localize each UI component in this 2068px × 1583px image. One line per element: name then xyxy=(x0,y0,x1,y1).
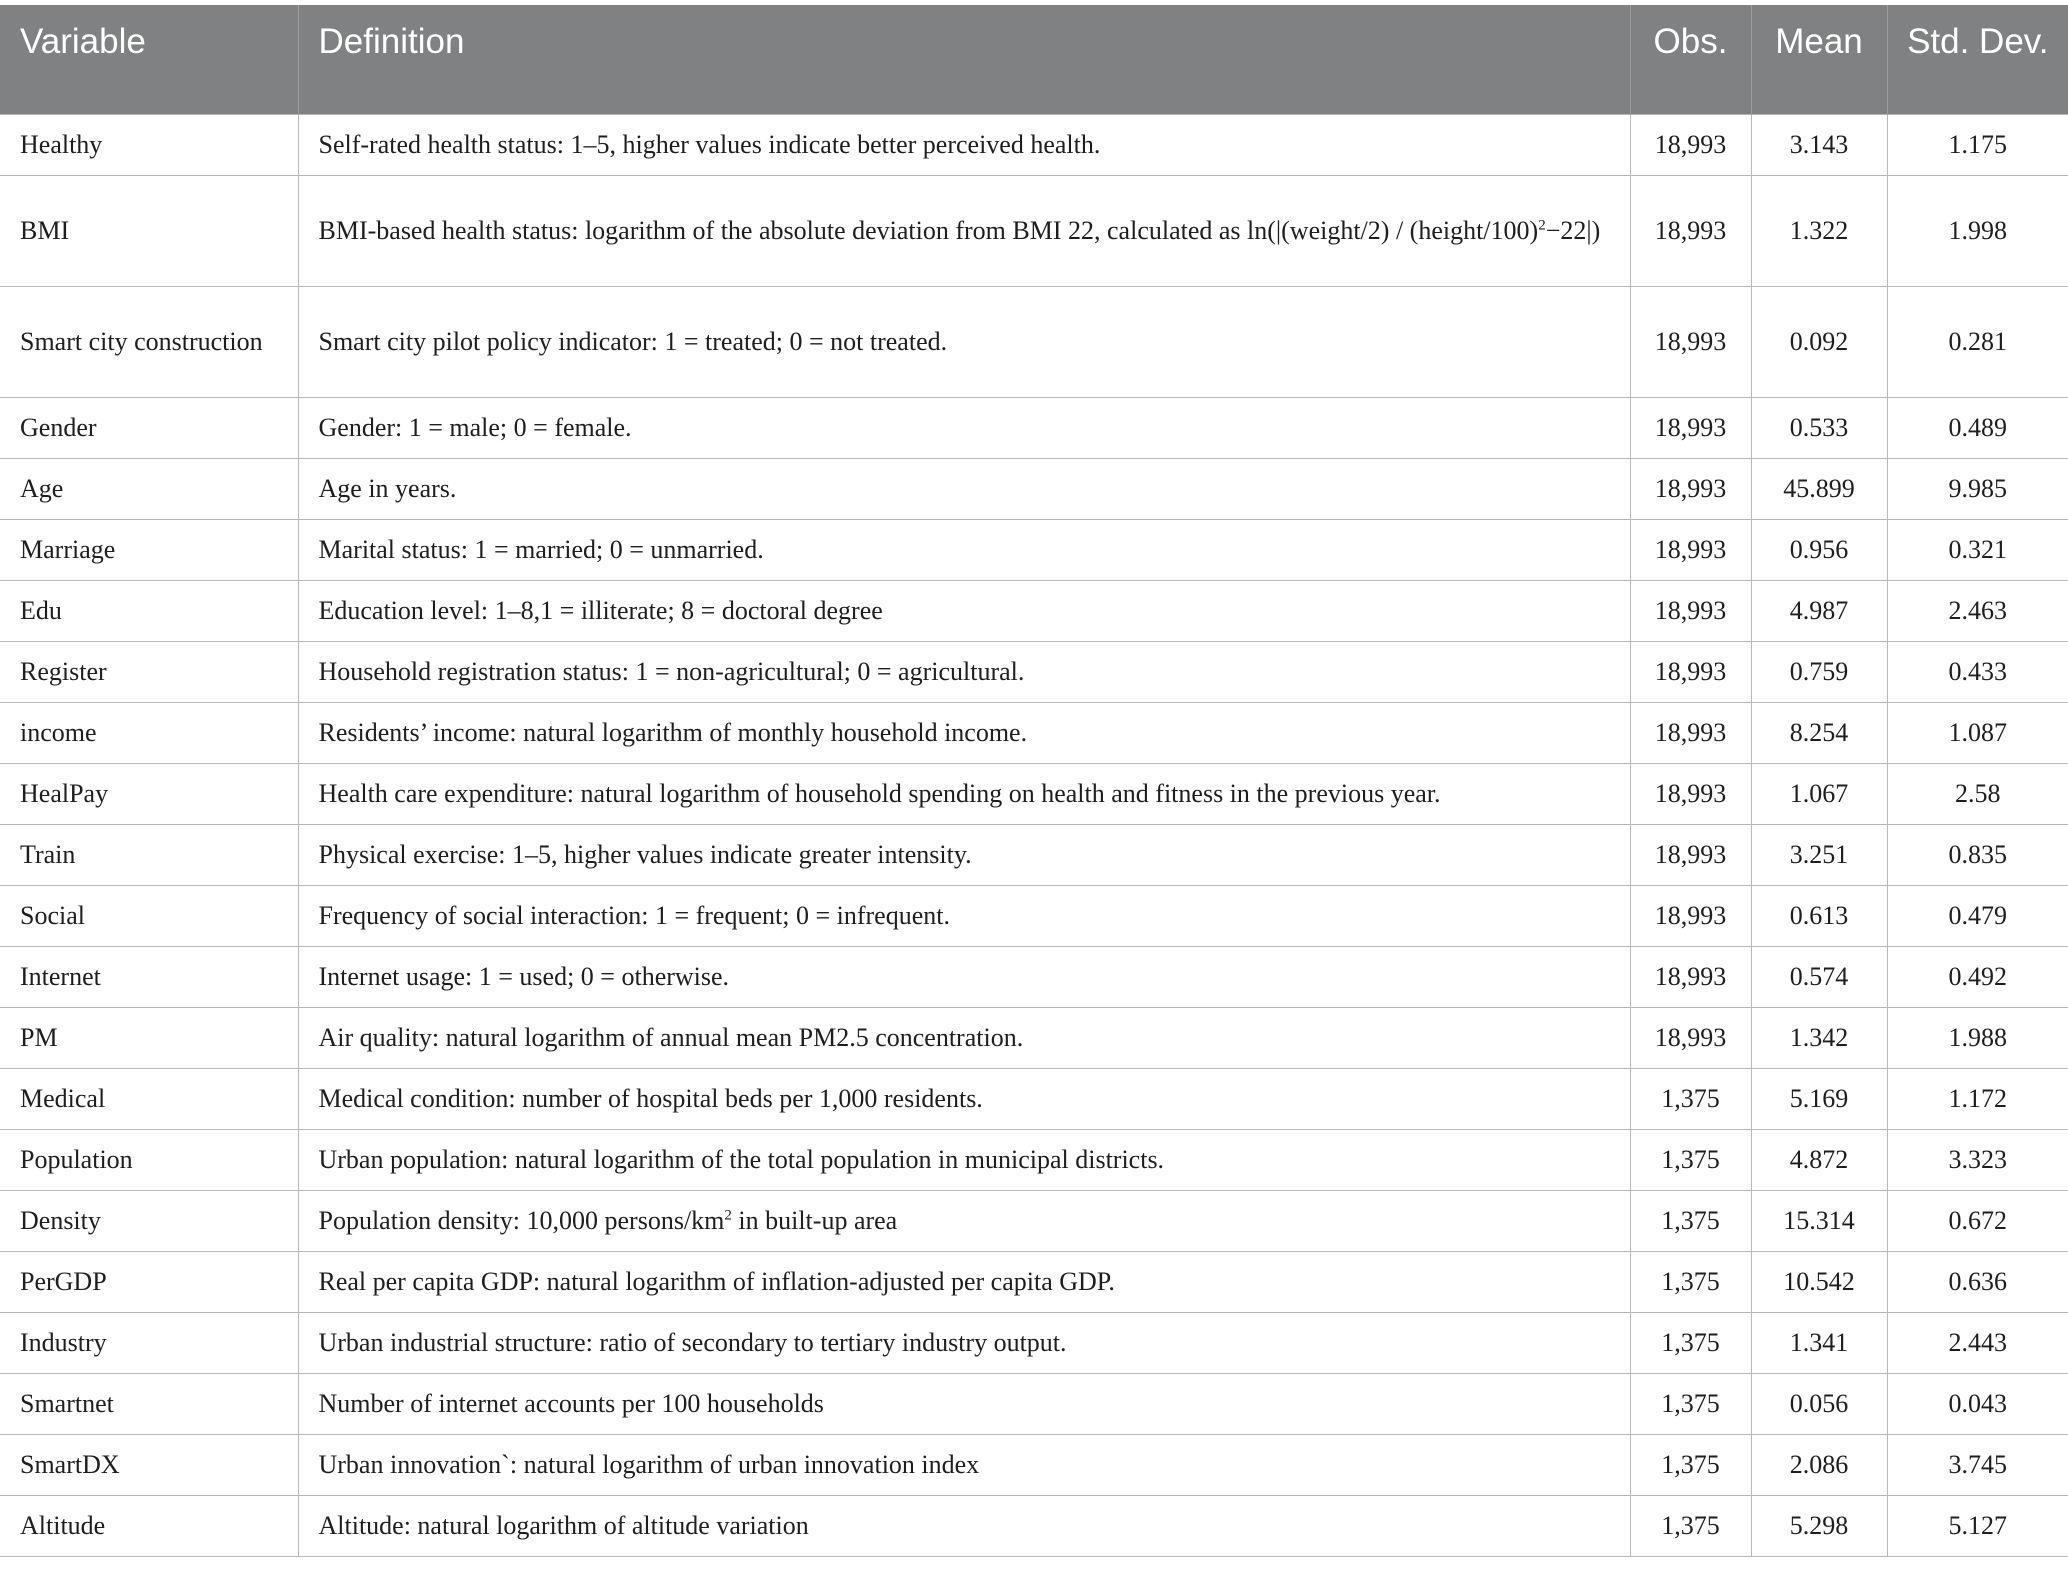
cell-obs: 1,375 xyxy=(1630,1373,1751,1434)
cell-obs: 18,993 xyxy=(1630,175,1751,286)
cell-variable: Altitude xyxy=(0,1495,298,1556)
cell-mean: 8.254 xyxy=(1751,702,1887,763)
cell-obs: 18,993 xyxy=(1630,458,1751,519)
cell-definition: Education level: 1–8,1 = illiterate; 8 = doctoral degree xyxy=(298,580,1630,641)
table-row xyxy=(0,1129,2068,1190)
table-row xyxy=(0,1495,2068,1556)
cell-definition xyxy=(298,175,1630,286)
cell-std-dev: 0.479 xyxy=(1887,885,2068,946)
cell-std-dev: 3.745 xyxy=(1887,1434,2068,1495)
cell-obs: 18,993 xyxy=(1630,946,1751,1007)
cell-obs: 18,993 xyxy=(1630,702,1751,763)
cell-variable: Edu xyxy=(0,580,298,641)
cell-mean: 0.533 xyxy=(1751,397,1887,458)
cell-obs: 1,375 xyxy=(1630,1495,1751,1556)
cell-variable: Medical xyxy=(0,1068,298,1129)
cell-std-dev: 1.087 xyxy=(1887,702,2068,763)
cell-std-dev: 0.489 xyxy=(1887,397,2068,458)
cell-variable: BMI xyxy=(0,175,298,286)
cell-definition: Medical condition: number of hospital beds per 1,000 residents. xyxy=(298,1068,1630,1129)
cell-mean: 5.298 xyxy=(1751,1495,1887,1556)
cell-obs: 1,375 xyxy=(1630,1251,1751,1312)
cell-std-dev: 1.998 xyxy=(1887,175,2068,286)
table-row xyxy=(0,1373,2068,1434)
cell-mean: 0.574 xyxy=(1751,946,1887,1007)
cell-mean: 1.342 xyxy=(1751,1007,1887,1068)
table-row xyxy=(0,1434,2068,1495)
cell-variable: Marriage xyxy=(0,519,298,580)
cell-mean: 3.251 xyxy=(1751,824,1887,885)
cell-variable: HealPay xyxy=(0,763,298,824)
table-row xyxy=(0,286,2068,397)
cell-std-dev: 0.672 xyxy=(1887,1190,2068,1251)
cell-mean: 5.169 xyxy=(1751,1068,1887,1129)
cell-mean: 45.899 xyxy=(1751,458,1887,519)
cell-std-dev: 0.492 xyxy=(1887,946,2068,1007)
cell-mean: 4.872 xyxy=(1751,1129,1887,1190)
table-row xyxy=(0,1312,2068,1373)
summary-statistics-table xyxy=(0,5,2068,1557)
cell-std-dev: 2.443 xyxy=(1887,1312,2068,1373)
cell-obs: 18,993 xyxy=(1630,580,1751,641)
definition-text: BMI-based health status: logarithm of the absolute deviation from BMI 22, calculated as ln(|(weight/2) / (height/100) xyxy=(318,216,1539,245)
header-std-dev: Std. Dev. xyxy=(1887,5,2068,114)
cell-variable: SmartDX xyxy=(0,1434,298,1495)
cell-definition: Frequency of social interaction: 1 = frequent; 0 = infrequent. xyxy=(298,885,1630,946)
cell-std-dev: 0.321 xyxy=(1887,519,2068,580)
cell-std-dev: 2.58 xyxy=(1887,763,2068,824)
cell-obs: 18,993 xyxy=(1630,763,1751,824)
cell-definition: Urban population: natural logarithm of the total population in municipal districts. xyxy=(298,1129,1630,1190)
cell-variable: Density xyxy=(0,1190,298,1251)
cell-definition: Residents’ income: natural logarithm of monthly household income. xyxy=(298,702,1630,763)
cell-variable: Register xyxy=(0,641,298,702)
cell-definition: Gender: 1 = male; 0 = female. xyxy=(298,397,1630,458)
cell-definition: Air quality: natural logarithm of annual mean PM2.5 concentration. xyxy=(298,1007,1630,1068)
cell-obs: 1,375 xyxy=(1630,1434,1751,1495)
cell-mean: 0.759 xyxy=(1751,641,1887,702)
header-variable: Variable xyxy=(0,5,298,114)
cell-std-dev: 0.636 xyxy=(1887,1251,2068,1312)
cell-variable: Industry xyxy=(0,1312,298,1373)
table-row xyxy=(0,885,2068,946)
table-row xyxy=(0,946,2068,1007)
cell-variable: PerGDP xyxy=(0,1251,298,1312)
cell-std-dev: 0.433 xyxy=(1887,641,2068,702)
cell-definition: Internet usage: 1 = used; 0 = otherwise. xyxy=(298,946,1630,1007)
cell-mean: 1.322 xyxy=(1751,175,1887,286)
cell-variable: Gender xyxy=(0,397,298,458)
table-header-row xyxy=(0,5,2068,114)
cell-obs: 18,993 xyxy=(1630,114,1751,175)
table-row xyxy=(0,763,2068,824)
cell-std-dev: 1.988 xyxy=(1887,1007,2068,1068)
cell-definition: Marital status: 1 = married; 0 = unmarried. xyxy=(298,519,1630,580)
cell-definition: Urban innovation`: natural logarithm of urban innovation index xyxy=(298,1434,1630,1495)
table-row xyxy=(0,1068,2068,1129)
cell-variable: income xyxy=(0,702,298,763)
cell-definition: Age in years. xyxy=(298,458,1630,519)
table-row xyxy=(0,641,2068,702)
table-row xyxy=(0,1007,2068,1068)
cell-variable: Social xyxy=(0,885,298,946)
cell-obs: 18,993 xyxy=(1630,885,1751,946)
cell-std-dev: 5.127 xyxy=(1887,1495,2068,1556)
cell-obs: 1,375 xyxy=(1630,1190,1751,1251)
cell-mean: 10.542 xyxy=(1751,1251,1887,1312)
cell-mean: 1.341 xyxy=(1751,1312,1887,1373)
table-row xyxy=(0,580,2068,641)
cell-mean: 15.314 xyxy=(1751,1190,1887,1251)
cell-mean: 4.987 xyxy=(1751,580,1887,641)
cell-definition: Urban industrial structure: ratio of secondary to tertiary industry output. xyxy=(298,1312,1630,1373)
cell-obs: 18,993 xyxy=(1630,641,1751,702)
header-mean: Mean xyxy=(1751,5,1887,114)
definition-text: in built-up area xyxy=(731,1206,898,1235)
table-row xyxy=(0,458,2068,519)
cell-variable: PM xyxy=(0,1007,298,1068)
table-row xyxy=(0,519,2068,580)
cell-definition: Self-rated health status: 1–5, higher values indicate better perceived health. xyxy=(298,114,1630,175)
table-row xyxy=(0,702,2068,763)
table-row xyxy=(0,114,2068,175)
cell-mean: 0.056 xyxy=(1751,1373,1887,1434)
cell-variable: Train xyxy=(0,824,298,885)
definition-text: Population density: 10,000 persons/km xyxy=(318,1206,725,1235)
header-definition: Definition xyxy=(298,5,1630,114)
cell-obs: 1,375 xyxy=(1630,1068,1751,1129)
cell-definition xyxy=(298,1190,1630,1251)
cell-mean: 0.613 xyxy=(1751,885,1887,946)
cell-variable: Healthy xyxy=(0,114,298,175)
cell-definition: Smart city pilot policy indicator: 1 = treated; 0 = not treated. xyxy=(298,286,1630,397)
cell-definition: Household registration status: 1 = non-agricultural; 0 = agricultural. xyxy=(298,641,1630,702)
cell-obs: 18,993 xyxy=(1630,286,1751,397)
cell-definition: Number of internet accounts per 100 households xyxy=(298,1373,1630,1434)
cell-std-dev: 9.985 xyxy=(1887,458,2068,519)
cell-obs: 1,375 xyxy=(1630,1129,1751,1190)
cell-std-dev: 2.463 xyxy=(1887,580,2068,641)
table-row xyxy=(0,1190,2068,1251)
cell-definition: Altitude: natural logarithm of altitude variation xyxy=(298,1495,1630,1556)
cell-mean: 2.086 xyxy=(1751,1434,1887,1495)
header-obs: Obs. xyxy=(1630,5,1751,114)
cell-std-dev: 3.323 xyxy=(1887,1129,2068,1190)
cell-mean: 3.143 xyxy=(1751,114,1887,175)
cell-mean: 0.092 xyxy=(1751,286,1887,397)
cell-obs: 1,375 xyxy=(1630,1312,1751,1373)
cell-obs: 18,993 xyxy=(1630,519,1751,580)
cell-std-dev: 0.835 xyxy=(1887,824,2068,885)
superscript: 2 xyxy=(724,1207,732,1224)
table-row xyxy=(0,175,2068,286)
table-row xyxy=(0,1251,2068,1312)
table-row xyxy=(0,397,2068,458)
cell-variable: Smart city construction xyxy=(0,286,298,397)
superscript: 2 xyxy=(1538,217,1546,234)
cell-std-dev: 0.281 xyxy=(1887,286,2068,397)
cell-obs: 18,993 xyxy=(1630,1007,1751,1068)
cell-mean: 0.956 xyxy=(1751,519,1887,580)
cell-definition: Physical exercise: 1–5, higher values indicate greater intensity. xyxy=(298,824,1630,885)
cell-obs: 18,993 xyxy=(1630,824,1751,885)
cell-variable: Population xyxy=(0,1129,298,1190)
cell-std-dev: 1.175 xyxy=(1887,114,2068,175)
table-row xyxy=(0,824,2068,885)
cell-std-dev: 0.043 xyxy=(1887,1373,2068,1434)
cell-std-dev: 1.172 xyxy=(1887,1068,2068,1129)
cell-variable: Age xyxy=(0,458,298,519)
definition-text: −22|) xyxy=(1545,216,1601,245)
cell-variable: Smartnet xyxy=(0,1373,298,1434)
cell-variable: Internet xyxy=(0,946,298,1007)
cell-mean: 1.067 xyxy=(1751,763,1887,824)
cell-obs: 18,993 xyxy=(1630,397,1751,458)
cell-definition: Real per capita GDP: natural logarithm of inflation-adjusted per capita GDP. xyxy=(298,1251,1630,1312)
cell-definition: Health care expenditure: natural logarithm of household spending on health and fitness in the previous year. xyxy=(298,763,1630,824)
